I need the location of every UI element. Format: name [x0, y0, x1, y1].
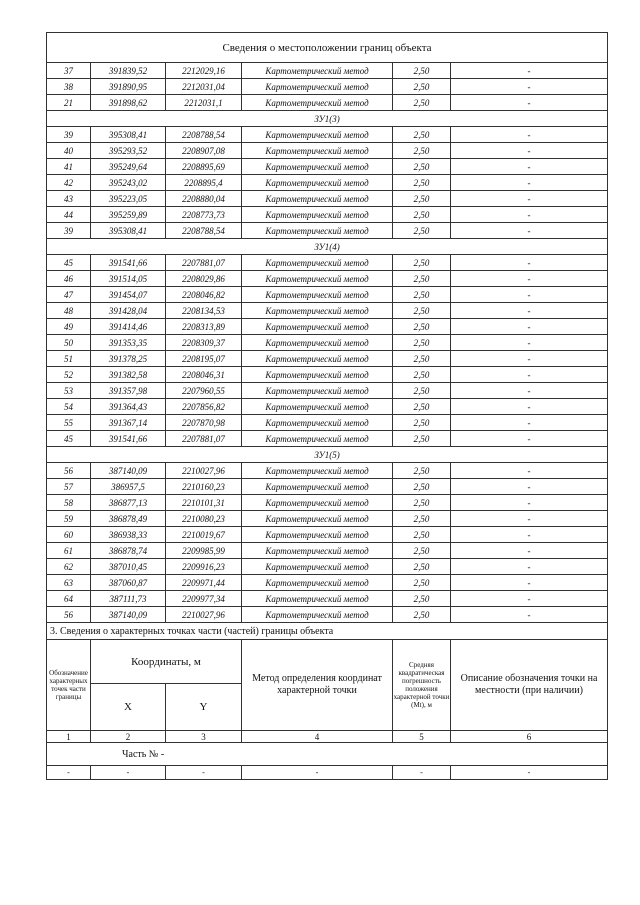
method-cell: Картометрический метод [242, 399, 393, 415]
coord-y: 2212029,16 [166, 63, 242, 79]
table-row [47, 543, 608, 559]
header-method: Метод определения координат характерной точки [242, 640, 393, 731]
error-cell: 2,50 [393, 527, 451, 543]
parcel-group-row [47, 239, 608, 255]
table-row [47, 415, 608, 431]
error-cell: 2,50 [393, 143, 451, 159]
coord-x: 391898,62 [91, 95, 166, 111]
table-row [47, 287, 608, 303]
coord-x: 391428,04 [91, 303, 166, 319]
coord-y: 2208046,82 [166, 287, 242, 303]
coord-y: 2209977,34 [166, 591, 242, 607]
point-number: 45 [47, 431, 91, 447]
point-number: 54 [47, 399, 91, 415]
table-row [47, 399, 608, 415]
coord-y: 2207881,07 [166, 431, 242, 447]
column-number: 1 [47, 731, 91, 743]
method-cell: Картометрический метод [242, 383, 393, 399]
description-cell: - [451, 207, 608, 223]
description-cell: - [451, 175, 608, 191]
coord-x: 386957,5 [91, 479, 166, 495]
method-cell: Картометрический метод [242, 303, 393, 319]
table-row [47, 63, 608, 79]
point-number: 39 [47, 127, 91, 143]
coord-y: 2210027,96 [166, 463, 242, 479]
method-cell: Картометрический метод [242, 543, 393, 559]
description-cell: - [451, 351, 608, 367]
method-cell: Картометрический метод [242, 607, 393, 623]
point-number: 52 [47, 367, 91, 383]
error-cell: 2,50 [393, 431, 451, 447]
coord-x: 391382,58 [91, 367, 166, 383]
point-number: 45 [47, 255, 91, 271]
error-cell: 2,50 [393, 383, 451, 399]
method-cell: Картометрический метод [242, 175, 393, 191]
error-cell: 2,50 [393, 559, 451, 575]
error-cell: 2,50 [393, 271, 451, 287]
point-number: 38 [47, 79, 91, 95]
part-label: Часть № - [47, 743, 608, 766]
description-cell: - [451, 367, 608, 383]
description-cell: - [451, 399, 608, 415]
point-number: 62 [47, 559, 91, 575]
point-number: 47 [47, 287, 91, 303]
coord-y: 2208788,54 [166, 127, 242, 143]
description-cell: - [451, 559, 608, 575]
header-x: X [91, 684, 166, 731]
coord-x: 387060,87 [91, 575, 166, 591]
description-cell: - [451, 95, 608, 111]
point-number: 21 [47, 95, 91, 111]
coord-y: 2208046,31 [166, 367, 242, 383]
coord-y: 2207870,98 [166, 415, 242, 431]
error-cell: 2,50 [393, 591, 451, 607]
table-row [47, 271, 608, 287]
point-number: 58 [47, 495, 91, 511]
method-cell: Картометрический метод [242, 431, 393, 447]
description-cell: - [451, 575, 608, 591]
point-number: 61 [47, 543, 91, 559]
coord-y: 2208895,4 [166, 175, 242, 191]
method-cell: Картометрический метод [242, 463, 393, 479]
coord-x: 387111,73 [91, 591, 166, 607]
method-cell: Картометрический метод [242, 63, 393, 79]
method-cell: Картометрический метод [242, 495, 393, 511]
point-number: 59 [47, 511, 91, 527]
table-row [47, 303, 608, 319]
error-cell: 2,50 [393, 495, 451, 511]
description-cell: - [451, 431, 608, 447]
table-row [47, 479, 608, 495]
method-cell: Картометрический метод [242, 143, 393, 159]
description-cell: - [451, 271, 608, 287]
table-row [47, 319, 608, 335]
method-cell: Картометрический метод [242, 559, 393, 575]
coord-x: 391839,52 [91, 63, 166, 79]
method-cell: Картометрический метод [242, 95, 393, 111]
description-cell: - [451, 159, 608, 175]
table-row [47, 207, 608, 223]
coord-y: 2208313,89 [166, 319, 242, 335]
table-row [47, 607, 608, 623]
table-cell: - [451, 766, 608, 780]
point-number: 63 [47, 575, 91, 591]
coord-x: 391357,98 [91, 383, 166, 399]
coord-y: 2209971,44 [166, 575, 242, 591]
point-number: 46 [47, 271, 91, 287]
error-cell: 2,50 [393, 415, 451, 431]
error-cell: 2,50 [393, 399, 451, 415]
header-point-designation: Обозначение характерных точек части границы [47, 640, 91, 731]
point-number: 44 [47, 207, 91, 223]
empty-data-row [47, 766, 608, 780]
point-number: 39 [47, 223, 91, 239]
column-number: 2 [91, 731, 166, 743]
parcel-group-label: ЗУ1(5) [47, 447, 608, 463]
table-cell: - [47, 766, 91, 780]
coord-x: 386938,33 [91, 527, 166, 543]
coord-x: 391367,14 [91, 415, 166, 431]
page-title: Сведения о местоположении границ объекта [47, 33, 608, 63]
description-cell: - [451, 383, 608, 399]
header-error: Средняя квадратическая погрешность положения характерной точки (Mt), м [393, 640, 451, 731]
coord-x: 391890,95 [91, 79, 166, 95]
point-number: 40 [47, 143, 91, 159]
coord-x: 387140,09 [91, 463, 166, 479]
coord-x: 395223,05 [91, 191, 166, 207]
error-cell: 2,50 [393, 223, 451, 239]
section3-header-row [47, 640, 608, 684]
table-row [47, 127, 608, 143]
table-row [47, 575, 608, 591]
point-number: 53 [47, 383, 91, 399]
description-cell: - [451, 527, 608, 543]
method-cell: Картометрический метод [242, 159, 393, 175]
parcel-group-row [47, 447, 608, 463]
table-row [47, 367, 608, 383]
error-cell: 2,50 [393, 543, 451, 559]
description-cell: - [451, 255, 608, 271]
error-cell: 2,50 [393, 287, 451, 303]
method-cell: Картометрический метод [242, 351, 393, 367]
method-cell: Картометрический метод [242, 79, 393, 95]
error-cell: 2,50 [393, 191, 451, 207]
table-row [47, 191, 608, 207]
coord-y: 2209916,23 [166, 559, 242, 575]
table-row [47, 175, 608, 191]
table-cell: - [166, 766, 242, 780]
description-cell: - [451, 223, 608, 239]
method-cell: Картометрический метод [242, 271, 393, 287]
coord-x: 395243,02 [91, 175, 166, 191]
error-cell: 2,50 [393, 255, 451, 271]
header-coordinates: Координаты, м [91, 640, 242, 684]
coord-x: 395308,41 [91, 127, 166, 143]
description-cell: - [451, 79, 608, 95]
coord-x: 386877,13 [91, 495, 166, 511]
coord-x: 387140,09 [91, 607, 166, 623]
table-row [47, 255, 608, 271]
error-cell: 2,50 [393, 63, 451, 79]
coord-y: 2210101,31 [166, 495, 242, 511]
coord-y: 2207881,07 [166, 255, 242, 271]
table-row [47, 559, 608, 575]
point-number: 55 [47, 415, 91, 431]
error-cell: 2,50 [393, 79, 451, 95]
point-number: 41 [47, 159, 91, 175]
description-cell: - [451, 591, 608, 607]
table-row [47, 463, 608, 479]
method-cell: Картометрический метод [242, 319, 393, 335]
section3-title-row [47, 623, 608, 640]
coord-y: 2208880,04 [166, 191, 242, 207]
coord-x: 395308,41 [91, 223, 166, 239]
section3-title: 3. Сведения о характерных точках части (частей) границы объекта [47, 623, 608, 640]
coord-x: 395249,64 [91, 159, 166, 175]
point-number: 56 [47, 463, 91, 479]
point-number: 37 [47, 63, 91, 79]
table-row [47, 511, 608, 527]
table-cell: - [393, 766, 451, 780]
table-row [47, 591, 608, 607]
coord-y: 2208907,08 [166, 143, 242, 159]
coord-x: 391541,66 [91, 255, 166, 271]
coord-x: 386878,74 [91, 543, 166, 559]
coord-x: 387010,45 [91, 559, 166, 575]
header-description: Описание обозначения точки на местности (при наличии) [451, 640, 608, 731]
table-row [47, 95, 608, 111]
coord-y: 2208029,86 [166, 271, 242, 287]
point-number: 49 [47, 319, 91, 335]
coord-y: 2208773,73 [166, 207, 242, 223]
error-cell: 2,50 [393, 463, 451, 479]
coord-x: 391378,25 [91, 351, 166, 367]
coord-y: 2207856,82 [166, 399, 242, 415]
table-row [47, 383, 608, 399]
error-cell: 2,50 [393, 367, 451, 383]
coord-y: 2208788,54 [166, 223, 242, 239]
table-row [47, 159, 608, 175]
error-cell: 2,50 [393, 207, 451, 223]
method-cell: Картометрический метод [242, 415, 393, 431]
method-cell: Картометрический метод [242, 191, 393, 207]
method-cell: Картометрический метод [242, 335, 393, 351]
error-cell: 2,50 [393, 351, 451, 367]
coord-y: 2210027,96 [166, 607, 242, 623]
description-cell: - [451, 511, 608, 527]
description-cell: - [451, 543, 608, 559]
method-cell: Картометрический метод [242, 591, 393, 607]
table-row [47, 223, 608, 239]
error-cell: 2,50 [393, 575, 451, 591]
table-row [47, 79, 608, 95]
coord-x: 391414,46 [91, 319, 166, 335]
coord-y: 2208895,69 [166, 159, 242, 175]
method-cell: Картометрический метод [242, 367, 393, 383]
description-cell: - [451, 63, 608, 79]
method-cell: Картометрический метод [242, 207, 393, 223]
parcel-group-label: ЗУ1(4) [47, 239, 608, 255]
table-cell: - [242, 766, 393, 780]
coord-x: 386878,49 [91, 511, 166, 527]
method-cell: Картометрический метод [242, 223, 393, 239]
table-row [47, 335, 608, 351]
point-number: 51 [47, 351, 91, 367]
description-cell: - [451, 319, 608, 335]
point-number: 48 [47, 303, 91, 319]
coord-x: 391541,66 [91, 431, 166, 447]
method-cell: Картометрический метод [242, 527, 393, 543]
error-cell: 2,50 [393, 303, 451, 319]
description-cell: - [451, 143, 608, 159]
table-row [47, 351, 608, 367]
parcel-group-label: ЗУ1(3) [47, 111, 608, 127]
description-cell: - [451, 463, 608, 479]
point-number: 60 [47, 527, 91, 543]
coord-y: 2208195,07 [166, 351, 242, 367]
boundary-table [46, 32, 608, 780]
table-cell: - [91, 766, 166, 780]
point-number: 50 [47, 335, 91, 351]
coord-y: 2209985,99 [166, 543, 242, 559]
error-cell: 2,50 [393, 159, 451, 175]
point-number: 43 [47, 191, 91, 207]
table-row [47, 527, 608, 543]
coord-y: 2207960,55 [166, 383, 242, 399]
description-cell: - [451, 335, 608, 351]
table-row [47, 495, 608, 511]
coord-x: 395259,89 [91, 207, 166, 223]
point-number: 64 [47, 591, 91, 607]
error-cell: 2,50 [393, 479, 451, 495]
title-row [47, 33, 608, 63]
column-number: 6 [451, 731, 608, 743]
error-cell: 2,50 [393, 127, 451, 143]
description-cell: - [451, 191, 608, 207]
method-cell: Картометрический метод [242, 287, 393, 303]
point-number: 42 [47, 175, 91, 191]
coord-y: 2210160,23 [166, 479, 242, 495]
description-cell: - [451, 127, 608, 143]
method-cell: Картометрический метод [242, 255, 393, 271]
coord-y: 2210019,67 [166, 527, 242, 543]
coord-x: 391454,07 [91, 287, 166, 303]
error-cell: 2,50 [393, 607, 451, 623]
coord-y: 2208309,37 [166, 335, 242, 351]
column-number: 5 [393, 731, 451, 743]
coord-x: 391514,05 [91, 271, 166, 287]
coord-x: 391353,35 [91, 335, 166, 351]
description-cell: - [451, 479, 608, 495]
description-cell: - [451, 607, 608, 623]
description-cell: - [451, 303, 608, 319]
part-row [47, 743, 608, 766]
header-y: Y [166, 684, 242, 731]
column-number: 4 [242, 731, 393, 743]
table-row [47, 143, 608, 159]
coord-y: 2210080,23 [166, 511, 242, 527]
method-cell: Картометрический метод [242, 479, 393, 495]
error-cell: 2,50 [393, 511, 451, 527]
description-cell: - [451, 415, 608, 431]
error-cell: 2,50 [393, 335, 451, 351]
description-cell: - [451, 495, 608, 511]
error-cell: 2,50 [393, 95, 451, 111]
point-number: 56 [47, 607, 91, 623]
method-cell: Картометрический метод [242, 575, 393, 591]
column-numbers-row [47, 731, 608, 743]
coord-y: 2212031,1 [166, 95, 242, 111]
table-row [47, 431, 608, 447]
error-cell: 2,50 [393, 175, 451, 191]
coord-x: 391364,43 [91, 399, 166, 415]
error-cell: 2,50 [393, 319, 451, 335]
method-cell: Картометрический метод [242, 511, 393, 527]
column-number: 3 [166, 731, 242, 743]
coordinates-sheet [46, 32, 607, 780]
coord-x: 395293,52 [91, 143, 166, 159]
coord-y: 2212031,04 [166, 79, 242, 95]
point-number: 57 [47, 479, 91, 495]
parcel-group-row [47, 111, 608, 127]
description-cell: - [451, 287, 608, 303]
method-cell: Картометрический метод [242, 127, 393, 143]
coord-y: 2208134,53 [166, 303, 242, 319]
